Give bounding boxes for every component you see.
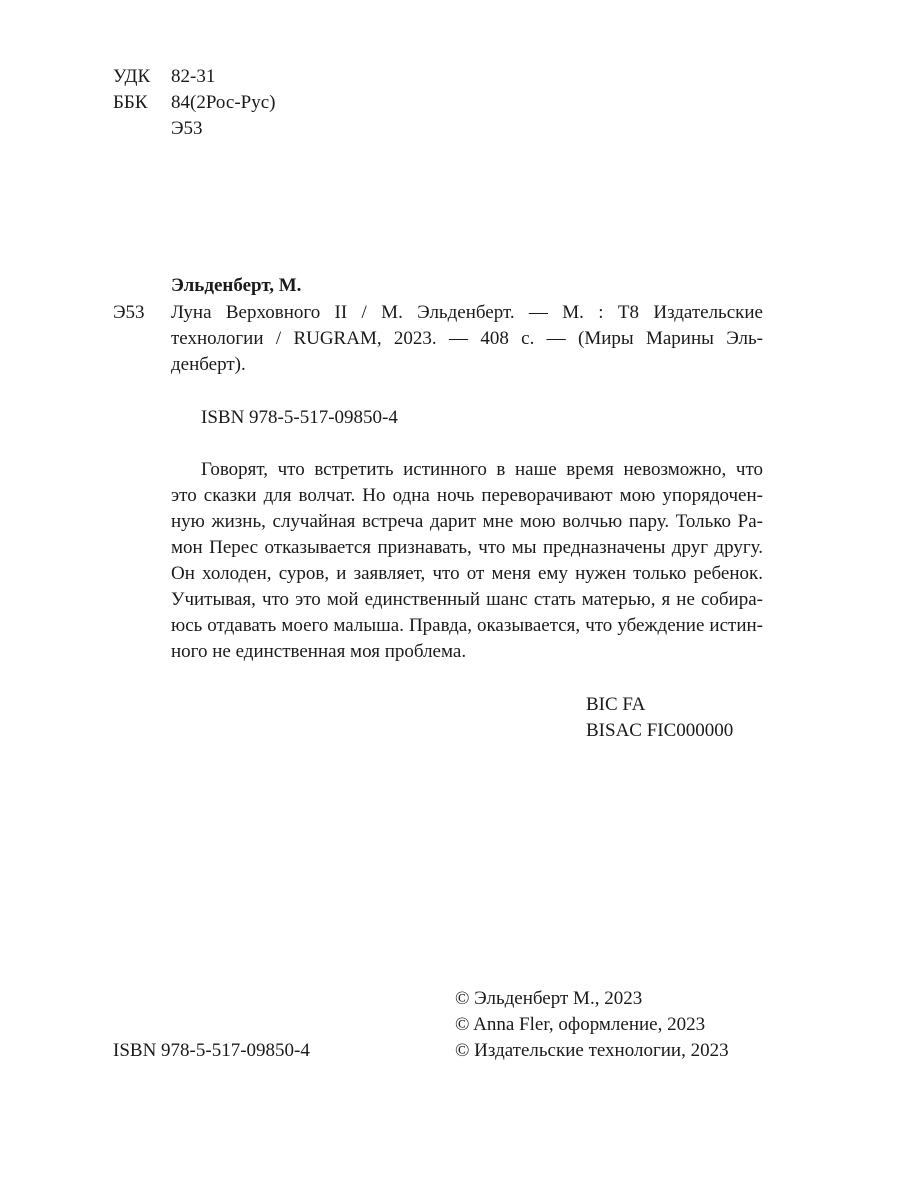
bbk-value: 84(2Рос-Рус) (171, 92, 276, 113)
description-line: Луна Верховного II / М. Эльденберт. — М. : Т8 Издательские (171, 302, 763, 323)
abstract-line: Он холоден, суров, и заявляет, что от меня ему нужен только ребенок. (171, 563, 763, 584)
abstract-line: юсь отдавать моего малыша. Правда, оказывается, что убеждение истин- (171, 615, 763, 636)
description-line: технологии / RUGRAM, 2023. — 408 с. — (Миры Марины Эль- (171, 328, 763, 349)
abstract-line: это сказки для волчат. Но одна ночь переворачивают мою упорядочен- (171, 485, 763, 506)
author-name: Эльденберт, М. (171, 275, 302, 296)
abstract-line: мон Перес отказывается признавать, что мы предназначены друг другу. (171, 537, 763, 558)
abstract-line: ного не единственная моя проблема. (171, 641, 467, 662)
bisac-code: BISAC FIC000000 (586, 720, 734, 741)
abstract-line: Учитывая, что это мой единственный шанс стать матерью, я не собира- (171, 589, 763, 610)
copyright-line: © Anna Fler, оформление, 2023 (455, 1014, 706, 1035)
copyright-block (455, 986, 729, 1064)
udk-label: УДК (113, 66, 151, 87)
bibliographic-description (171, 300, 763, 378)
bbk-label: ББК (113, 92, 148, 113)
udk-value: 82-31 (171, 66, 216, 87)
author-code-row (113, 116, 203, 142)
copyright-line: © Эльденберт М., 2023 (455, 988, 643, 1009)
bbk-row (113, 90, 275, 116)
abstract-line: Говорят, что встретить истинного в наше время невозможно, что (201, 459, 763, 480)
isbn-footer: ISBN 978-5-517-09850-4 (113, 1040, 310, 1061)
bibliographic-code: Э53 (113, 302, 145, 323)
bic-code: BIC FA (586, 694, 646, 715)
subject-codes (586, 692, 733, 744)
abstract (171, 457, 763, 665)
isbn-main: ISBN 978-5-517-09850-4 (201, 407, 398, 428)
abstract-line: ную жизнь, случайная встреча дарит мне мою волчью пару. Только Ра- (171, 511, 763, 532)
udk-row (113, 64, 215, 90)
copyright-line: © Издательские технологии, 2023 (455, 1040, 729, 1061)
author-code: Э53 (171, 118, 203, 139)
description-line: денберт). (171, 354, 246, 375)
